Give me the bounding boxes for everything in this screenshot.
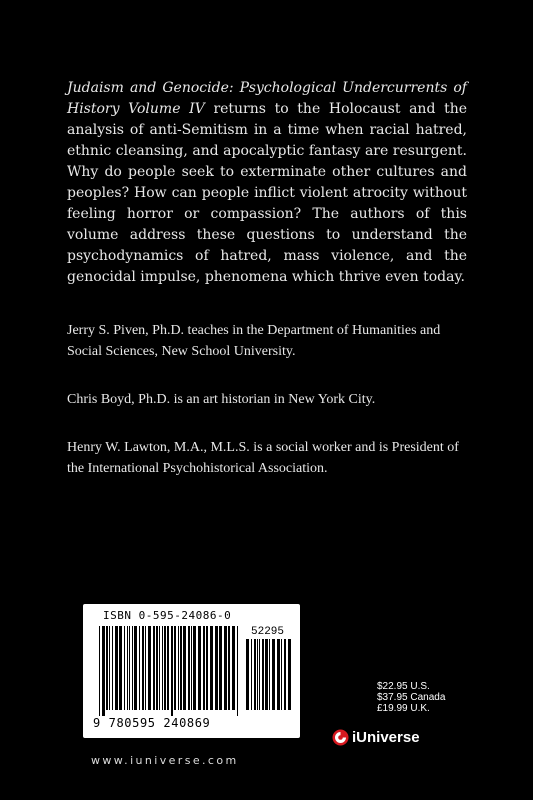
barcode-bar	[183, 626, 186, 710]
barcode-label	[83, 604, 300, 738]
publisher-website: www.iuniverse.com	[91, 754, 239, 767]
ean-barcode	[99, 626, 241, 716]
barcode-bar	[237, 626, 238, 716]
barcode-bar	[191, 626, 192, 710]
barcode-bar	[254, 639, 256, 710]
barcode-bar	[262, 639, 264, 710]
price-us: $22.95 U.S.	[377, 681, 430, 692]
barcode-bar	[134, 626, 137, 710]
isbn-label: ISBN 0-595-24086-0	[103, 609, 232, 622]
barcode-bar	[259, 639, 260, 710]
barcode-bar	[246, 639, 249, 710]
barcode-bar	[178, 626, 179, 710]
barcode-bar	[198, 626, 201, 710]
barcode-bar	[171, 626, 173, 716]
barcode-bar	[269, 639, 270, 710]
barcode-bar	[127, 626, 128, 710]
barcode-bar	[193, 626, 196, 710]
barcode-bar	[232, 626, 235, 710]
author-bio-lawton: Henry W. Lawton, M.A., M.L.S. is a social worker and is President of the International Psychohistorical Association.	[67, 440, 459, 476]
barcode-bar	[272, 639, 275, 710]
barcode-bar	[219, 626, 222, 710]
barcode-bar	[251, 639, 252, 710]
barcode-bar	[174, 626, 176, 710]
barcode-bar	[145, 626, 146, 710]
barcode-bar	[180, 626, 182, 710]
publisher-logo	[332, 729, 420, 746]
barcode-bar	[129, 626, 130, 710]
barcode-bar	[288, 639, 291, 710]
iuniverse-logo-icon	[332, 729, 349, 746]
barcode-bar	[210, 626, 213, 710]
barcode-bar	[228, 626, 230, 710]
barcode-bar	[124, 626, 125, 710]
author-bio-piven: Jerry S. Piven, Ph.D. teaches in the Department of Humanities and Social Sciences, New School University.	[67, 323, 441, 359]
barcode-bar	[284, 639, 286, 710]
barcode-bar	[277, 639, 280, 710]
barcode-bar	[281, 639, 282, 710]
barcode-bar	[148, 626, 151, 710]
barcode-bar	[153, 626, 155, 710]
barcode-bar	[142, 626, 144, 710]
barcode-bar	[224, 626, 227, 710]
barcode-bar	[106, 626, 108, 710]
book-description	[67, 78, 467, 288]
barcode-bar	[167, 626, 169, 710]
barcode-bar	[112, 626, 113, 710]
barcode-bar	[206, 626, 208, 710]
price-canada: $37.95 Canada	[377, 692, 446, 703]
barcode-bar	[115, 626, 118, 710]
barcode-bar	[188, 626, 190, 710]
barcode-bar	[265, 639, 268, 710]
price-list	[377, 681, 445, 714]
barcode-bar	[159, 626, 160, 710]
publisher-name: iUniverse	[352, 729, 420, 746]
description-text: returns to the Holocaust and the analysis of anti-Semitism in a time when racial hatred, ethnic cleansing, and apocalyptic fantasy are resurgent. Why do people seek to exterminate other cultures and peoples? How can people inflict violent atrocity without feeling horror or compassion? The authors of this volume address these questions to understand the psychodynamics of hatred, mass violence, and the genocidal impulse, phenomena which thrive even today.	[67, 101, 467, 285]
price-uk: £19.99 U.K.	[377, 703, 430, 714]
book-title-italic: Judaism and Genocide: Psychological Undercurrents of History Volume IV	[67, 80, 467, 117]
ean-number: 9 780595 240869	[93, 716, 211, 730]
barcode-bar	[99, 626, 100, 716]
barcode-bar	[164, 626, 166, 710]
barcode-bar	[139, 626, 140, 710]
barcode-bar	[257, 639, 258, 710]
barcode-bar	[215, 626, 218, 710]
barcode-bar	[203, 626, 205, 710]
price-code: 52295	[251, 626, 285, 638]
barcode-bar	[119, 626, 122, 710]
barcode-bar	[162, 626, 163, 710]
barcode-bar	[102, 626, 105, 716]
author-bio-boyd: Chris Boyd, Ph.D. is an art historian in New York City.	[67, 392, 376, 407]
barcode-bar	[132, 626, 133, 710]
barcode-bar	[156, 626, 158, 710]
barcode-bar	[109, 626, 110, 710]
price-barcode	[246, 639, 294, 716]
